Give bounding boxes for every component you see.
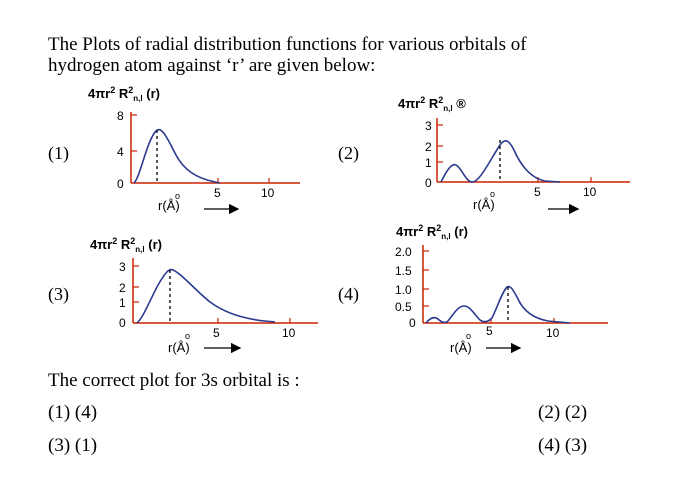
graph-4-number: (4) xyxy=(338,284,359,304)
graph-3 xyxy=(90,236,318,355)
graph-4-ytick: 1.0 xyxy=(395,283,412,297)
option-4[interactable]: (4) (3) xyxy=(538,435,588,456)
graph-1-ylabel: $4\pi r^2$ $R^2_{n,l}$ (r) xyxy=(88,85,160,103)
graph-1-ytick: 8 xyxy=(117,109,124,123)
graph-1-curve xyxy=(134,130,220,183)
graph-1-ytick: 4 xyxy=(117,145,124,159)
question-line-2: hydrogen atom against ‘r’ are given below: xyxy=(48,55,376,76)
graph-1 xyxy=(88,85,300,213)
graph-4-ytick: 1.5 xyxy=(395,264,412,278)
option-2[interactable]: (2) (2) xyxy=(538,402,588,423)
graph-1-number: (1) xyxy=(48,143,69,163)
graph-4-ytick: 2.0 xyxy=(395,245,412,259)
graph-2-ylabel: $4\pi r^2$ $R^2_{n,l}$ ® xyxy=(398,95,466,113)
graph-4-xtick: 5 xyxy=(486,324,493,338)
graph-2-ytick: 3 xyxy=(425,119,432,133)
graph-3-ytick: 3 xyxy=(119,260,126,274)
graph-3-curve xyxy=(137,270,275,323)
graph-1-xtick: 5 xyxy=(214,186,221,200)
graph-3-number: (3) xyxy=(48,284,69,304)
graph-1-xlabel-ring: o xyxy=(175,191,181,201)
graph-4-ytick: 0.5 xyxy=(395,300,412,314)
graph-4-curve xyxy=(426,287,570,324)
graph-4-ytick: 0 xyxy=(409,316,416,330)
graph-3-ytick: 2 xyxy=(119,281,126,295)
graph-2 xyxy=(398,95,630,212)
graph-2-number: (2) xyxy=(338,143,359,163)
graph-4 xyxy=(395,223,608,355)
graph-2-xlabel-ring: o xyxy=(490,189,496,199)
graph-2-ytick: 0 xyxy=(425,176,432,190)
graph-3-ylabel: $4\pi r^2$ $R^2_{n,l}$ (r) xyxy=(90,236,162,254)
graph-3-xlabel-ring: o xyxy=(185,331,191,341)
graph-3-ytick: 0 xyxy=(119,316,126,330)
graph-1-ytick: 0 xyxy=(117,177,124,191)
option-3[interactable]: (3) (1) xyxy=(48,435,98,456)
option-1[interactable]: (1) (4) xyxy=(48,402,98,423)
question-line-1: The Plots of radial distribution functions for various orbitals of xyxy=(48,34,527,55)
graph-3-ytick: 1 xyxy=(119,296,126,310)
graph-4-xlabel: r(Å) xyxy=(450,340,472,355)
graph-2-xtick: 5 xyxy=(534,185,541,199)
graph-3-xlabel: r(Å) xyxy=(168,340,190,355)
graph-2-ytick: 2 xyxy=(425,140,432,154)
graph-3-xtick: 5 xyxy=(213,326,220,340)
question-prompt: The correct plot for 3s orbital is : xyxy=(48,370,300,391)
graph-4-ylabel: $4\pi r^2$ $R^2_{n,l}$ (r) xyxy=(396,223,468,241)
graph-4-xlabel-ring: o xyxy=(466,331,472,341)
graph-2-xlabel: r(Å) xyxy=(473,197,495,212)
graph-1-xlabel: r(Å) xyxy=(158,198,180,213)
graph-2-xtick: 10 xyxy=(583,185,597,199)
graph-2-ytick: 1 xyxy=(425,156,432,170)
graph-3-xtick: 10 xyxy=(282,326,296,340)
graph-1-xtick: 10 xyxy=(261,186,275,200)
graph-4-xtick: 10 xyxy=(546,326,560,340)
